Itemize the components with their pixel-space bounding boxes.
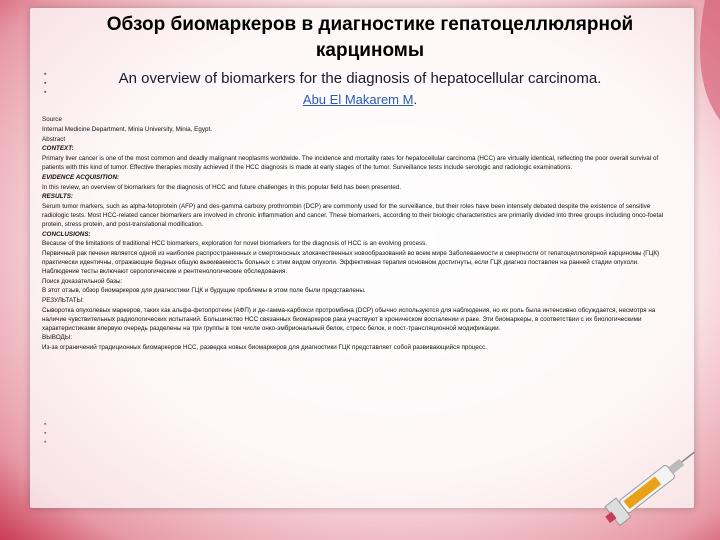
abstract-paragraph: Because of the limitations of traditional HCC biomarkers, exploration for novel biomarkers for the diagnosis of HCC is an evolving process. [42, 240, 427, 248]
section-heading: RESULTS: [42, 193, 74, 201]
subtitle: An overview of biomarkers for the diagnosis of hepatocellular carcinoma. [118, 70, 602, 87]
abstract-paragraph: Сыворотка опухолевых маркеров, таких как альфа-фетопротеин (АФП) и де-гамма-карбокси протромбина (DCP) обычно используются для наблюдения, но их роль была интенсивно обсуждается, несмотря на наличие чувствительных радиологических испытаний. Большинство HCC связанных биомаркеров рака участвуют в хроническом воспалении и раке. Эти биомаркеры, в соответствии с их биологическими характеристиками впервую очередь разделены на три группы в том числе онко-эмбриональный белок, стресс белок, и пост-трансляционной модификации. [42, 306, 656, 332]
section-heading: CONCLUSIONS: [42, 230, 91, 238]
abstract-text [42, 116, 676, 354]
abstract-paragraph: Abstract [42, 135, 66, 143]
abstract-paragraph: Primary liver cancer is one of the most common and deadly malignant neoplasms worldwide. The incidence and mortality rates for hepatocellular carcinoma (HCC) are virtually identical, reflecting the poor overall survival of patients with this kind of tumor. Effective therapies mostly achieved if the HCC diagnosis is made at early stages of the tumor. Surveillance tests include serologic and radiologic examinations. [42, 155, 659, 171]
author-suffix: . [413, 92, 418, 107]
side-dots: ▪ ▪ ▪ [44, 421, 47, 446]
abstract-paragraph: Поиск доказательной базы: [42, 277, 123, 285]
author-link[interactable]: Abu El Makarem M [302, 92, 414, 107]
author-line [60, 92, 660, 107]
abstract-paragraph: Source [42, 116, 62, 123]
abstract-paragraph: Internal Medicine Department, Minia University, Minia, Egypt. [42, 125, 212, 133]
abstract-paragraph: ВЫВОДЫ: [42, 334, 73, 342]
section-heading: CONTEXT: [42, 145, 74, 153]
abstract-paragraph: Первичный рак печени является одной из наиболее распространенных и смертоносных злокачественных новообразований во всем мире Заболеваемости и смертности от гепатоцеллюлярной карциномы (ГЦК) практически идентичны, отражающие бедных общую выживаемость больных с этим видом опухоли. Эффективная терапия основном достигнуты, если ГЦК диагноз поставлен на ранней стадии опухоли. Наблюдение тесты включают серологические и рентгенологические обследования. [42, 250, 660, 275]
abstract-paragraph: Serum tumor markers, such as alpha-fetoprotein (AFP) and des-gamma carboxy prothrombin (DCP) are commonly used for the surveillance, but their roles have been intensely debated despite the existence of sensitive radiologic tests. Most HCC-related cancer biomarkers are involved in chronic inflammation and cancer. These biomarkers, according to their biologic characteristics are primarily divided into three groups including onco-foetal protein, stress protein, and post-translational modification. [42, 203, 664, 228]
slide-title: Обзор биомаркеров в диагностике гепатоцеллюлярной карциномы [106, 14, 634, 61]
abstract-paragraph: Из-за ограничений традиционных биомаркеров HCC, разведка новых биомаркеров для диагностики ГЦК представляет собой развивающийся процесс. [42, 344, 487, 352]
syringe-icon [596, 436, 706, 536]
abstract-paragraph: In this review, an overview of biomarkers for the diagnosis of HCC and future challenges in this popular field has been presented. [42, 183, 402, 191]
abstract-paragraph: В этот отзыв, обзор биомаркеров для диагностики ГЦК и будущие проблемы в этом поле были представлены. [42, 287, 366, 295]
side-bullets: ▪ ▪ ▪ [44, 71, 47, 96]
abstract-paragraph: РЕЗУЛЬТАТЫ: [42, 297, 84, 305]
section-heading: EVIDENCE ACQUISITION: [42, 173, 120, 181]
